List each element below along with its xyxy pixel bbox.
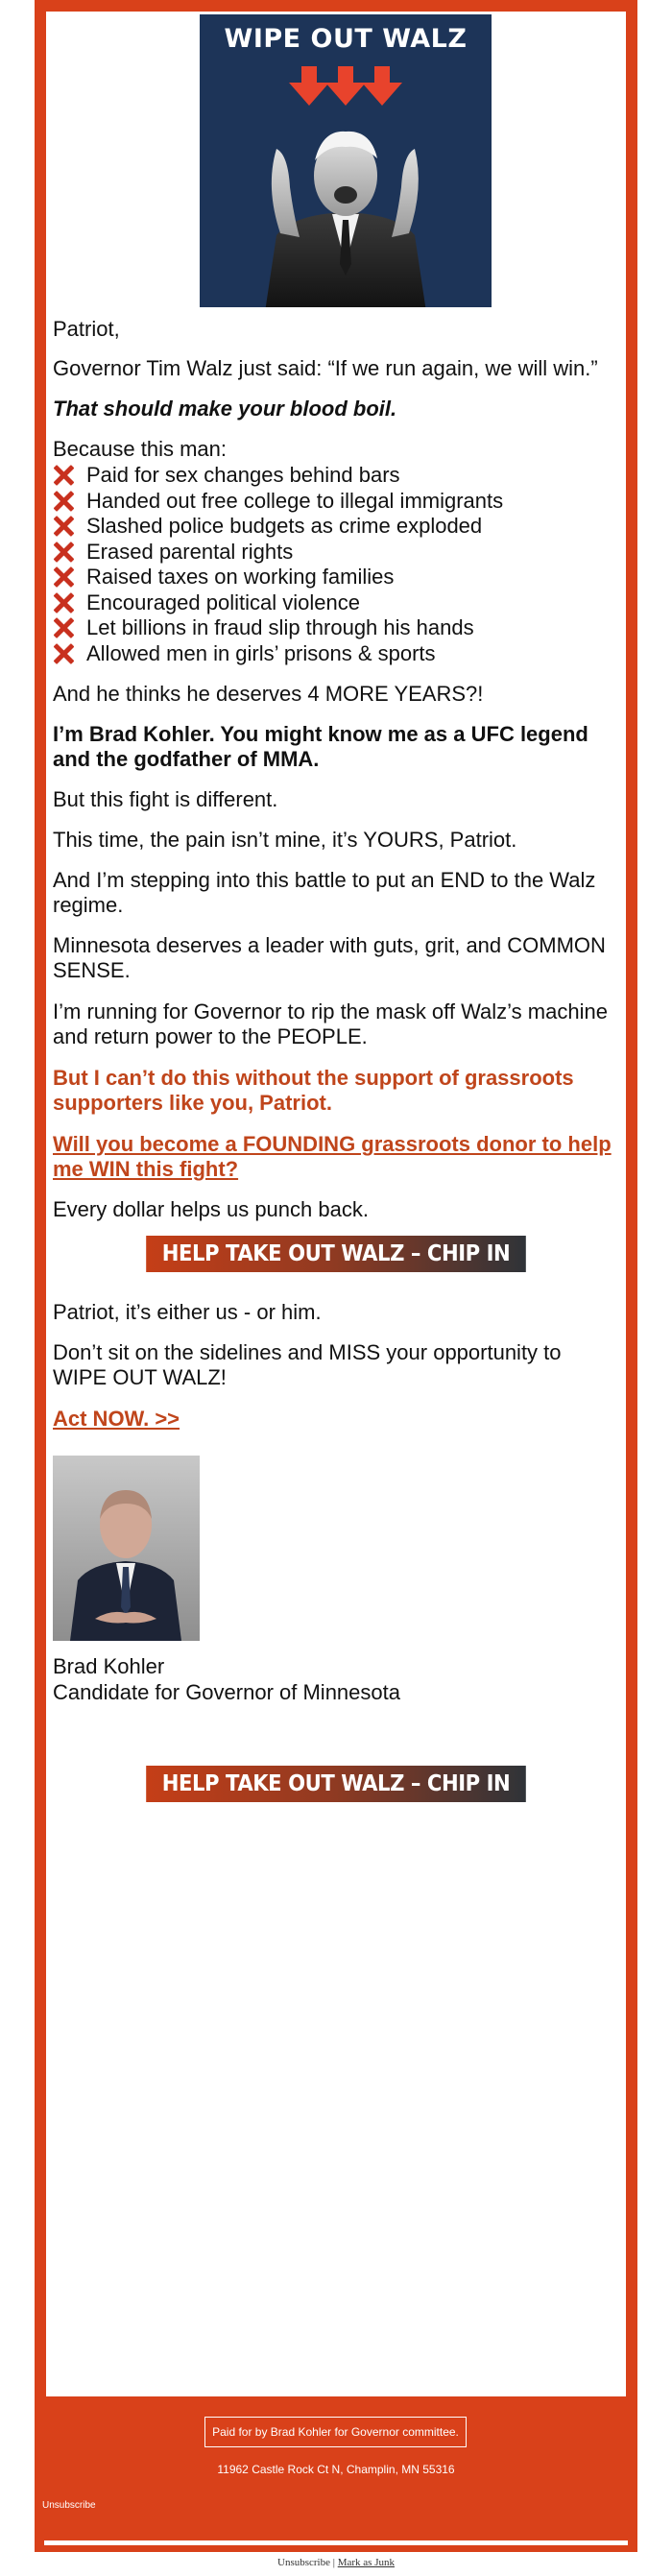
x-mark-icon: [53, 542, 74, 563]
x-mark-icon: [53, 617, 74, 638]
every-dollar-line: Every dollar helps us punch back.: [53, 1197, 369, 1221]
list-item: Erased parental rights: [53, 540, 619, 566]
because-line: Because this man:: [53, 437, 227, 461]
hero-title: WIPE OUT WALZ: [224, 24, 468, 54]
footer-address: 11962 Castle Rock Ct N, Champlin, MN 55316: [217, 2463, 455, 2476]
pain-line: This time, the pain isn’t mine, it’s YOURS, Patriot.: [53, 828, 517, 852]
intro-paragraph: Governor Tim Walz just said: “If we run again, we will win.”: [53, 356, 598, 380]
chip-in-button[interactable]: HELP TAKE OUT WALZ – CHIP IN $25: [146, 1236, 526, 1272]
footer-unsubscribe-link[interactable]: Unsubscribe: [42, 2500, 96, 2511]
list-item: Handed out free college to illegal immigrants: [53, 489, 619, 515]
x-mark-icon: [53, 465, 74, 486]
x-mark-icon: [53, 592, 74, 614]
mark-as-junk-link[interactable]: Mark as Junk: [337, 2557, 395, 2568]
x-mark-icon: [53, 491, 74, 512]
signature-title: Candidate for Governor of Minnesota: [53, 1680, 400, 1704]
introduction-paragraph: I’m Brad Kohler. You might know me as a UFC legend and the godfather of MMA.: [53, 722, 588, 771]
minnesota-paragraph: Minnesota deserves a leader with guts, grit, and COMMON SENSE.: [53, 933, 606, 982]
x-mark-icon: [53, 643, 74, 664]
signature-name: Brad Kohler: [53, 1654, 165, 1678]
footer-divider: [44, 2540, 628, 2545]
bottom-unsubscribe-link[interactable]: Unsubscribe: [277, 2557, 330, 2568]
running-paragraph: I’m running for Governor to rip the mask off Walz’s machine and return power to the PEOPLE.: [53, 999, 608, 1048]
fight-different-line: But this fight is different.: [53, 787, 278, 811]
x-mark-icon: [53, 516, 74, 537]
grievance-list: [53, 463, 619, 666]
sidelines-paragraph: Don’t sit on the sidelines and MISS your opportunity to WIPE OUT WALZ!: [53, 1340, 562, 1389]
chip-in-button-bottom[interactable]: HELP TAKE OUT WALZ – CHIP IN $25: [146, 1766, 526, 1802]
support-appeal: But I can’t do this without the support of grassroots supporters like you, Patriot.: [53, 1066, 574, 1115]
either-us-line: Patriot, it’s either us - or him.: [53, 1300, 322, 1324]
bottom-links: [0, 2557, 672, 2568]
list-item: Encouraged political violence: [53, 590, 619, 616]
blood-boil-line: That should make your blood boil.: [53, 397, 397, 421]
list-item: Allowed men in girls’ prisons & sports: [53, 641, 619, 667]
list-item: Raised taxes on working families: [53, 565, 619, 590]
more-years-line: And he thinks he deserves 4 MORE YEARS?!: [53, 682, 484, 706]
x-mark-icon: [53, 566, 74, 588]
founding-donor-link[interactable]: Will you become a FOUNDING grassroots donor to help me WIN this fight?: [53, 1132, 612, 1181]
act-now-link[interactable]: Act NOW. >>: [53, 1407, 180, 1431]
stepping-paragraph: And I’m stepping into this battle to put an END to the Walz regime.: [53, 868, 596, 917]
walz-photo: [255, 120, 436, 307]
list-item: Slashed police budgets as crime exploded: [53, 514, 619, 540]
list-item: Let billions in fraud slip through his hands: [53, 615, 619, 641]
paid-for-disclaimer: Paid for by Brad Kohler for Governor committee.: [204, 2417, 467, 2447]
candidate-portrait: [53, 1456, 200, 1641]
hero-image: [200, 14, 492, 307]
bottom-separator: |: [332, 2557, 335, 2568]
salutation: Patriot,: [53, 317, 120, 341]
list-item: Paid for sex changes behind bars: [53, 463, 619, 489]
